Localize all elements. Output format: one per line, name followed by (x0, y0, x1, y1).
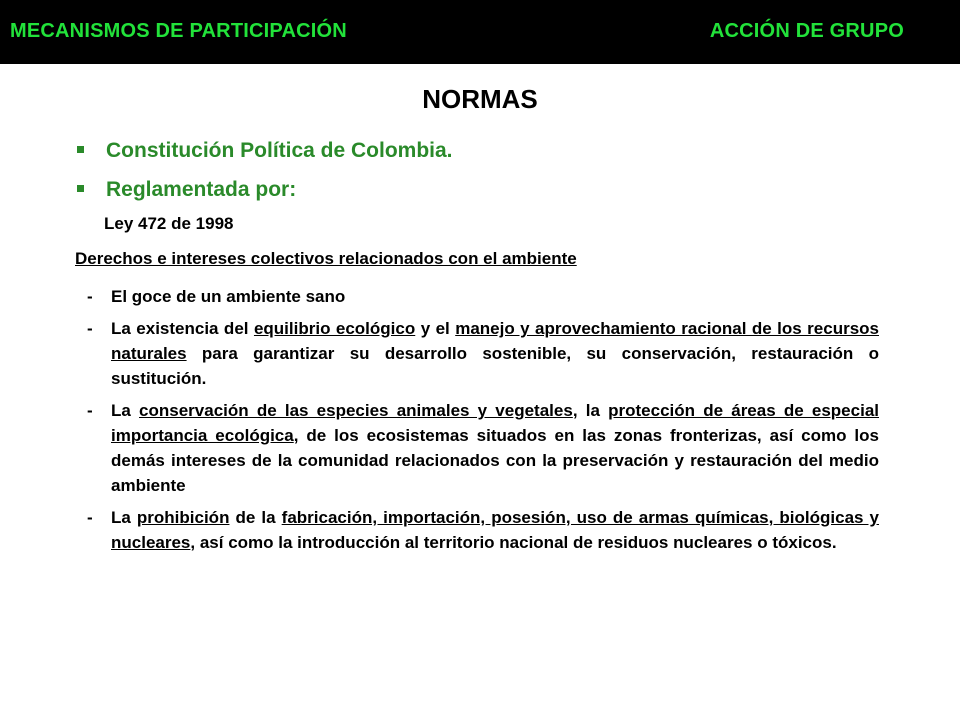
list-item (75, 316, 879, 391)
page-title: NORMAS (422, 84, 538, 114)
header-left-title: MECANISMOS DE PARTICIPACIÓN (10, 20, 347, 42)
list-item (75, 284, 879, 309)
bullet-regulated-by (77, 178, 296, 202)
law-reference: Ley 472 de 1998 (104, 214, 234, 233)
underlined-text: protección de áreas de especial importancia ecológica (111, 401, 879, 445)
header-right-title: ACCIÓN DE GRUPO (709, 20, 904, 42)
bullet-text: Constitución Política de Colombia. (106, 139, 453, 162)
underlined-text: fabricación, importación, posesión, uso de armas químicas, biológicas y nucleares (111, 508, 880, 552)
header-bar (0, 0, 960, 64)
list-item-text: , la (572, 401, 609, 420)
dash-bullet-icon: - (87, 401, 93, 420)
bullet-text: Reglamentada por: (106, 178, 297, 201)
section-heading: Derechos e intereses colectivos relacionados con el ambiente (75, 249, 577, 268)
underlined-text: manejo y aprovechamiento racional de los recursos naturales (111, 319, 879, 363)
list-item (75, 398, 879, 498)
underlined-text: prohibición (136, 508, 230, 527)
bullet-constitution (77, 139, 453, 163)
dash-bullet-icon: - (87, 319, 93, 338)
dash-bullet-icon: - (87, 508, 93, 527)
list-item-text: La existencia del (111, 319, 254, 338)
list-item (75, 505, 879, 555)
list-item-text: para garantizar su desarrollo sostenible, su conservación, restauración o sustitución. (111, 344, 879, 388)
square-bullet-icon (77, 185, 84, 192)
square-bullet-icon (77, 146, 84, 153)
list-item-text: de la (229, 508, 282, 527)
list-item-text: La (111, 401, 140, 420)
dash-bullet-icon: - (87, 287, 93, 306)
list-item-text: El goce de un ambiente sano (111, 287, 346, 306)
underlined-text: conservación de las especies animales y vegetales (139, 401, 573, 420)
list-item-text: La (111, 508, 137, 527)
underlined-text: equilibrio ecológico (253, 319, 416, 338)
rights-list (75, 284, 879, 562)
list-item-text: y el (415, 319, 456, 338)
list-item-text: , así como la introducción al territorio nacional de residuos nucleares o tóxicos. (190, 533, 837, 552)
list-item-text: , de los ecosistemas situados en las zonas fronterizas, así como los demás intereses de la comunidad relacionados con la preservación y restauración del medio ambiente (111, 426, 879, 495)
